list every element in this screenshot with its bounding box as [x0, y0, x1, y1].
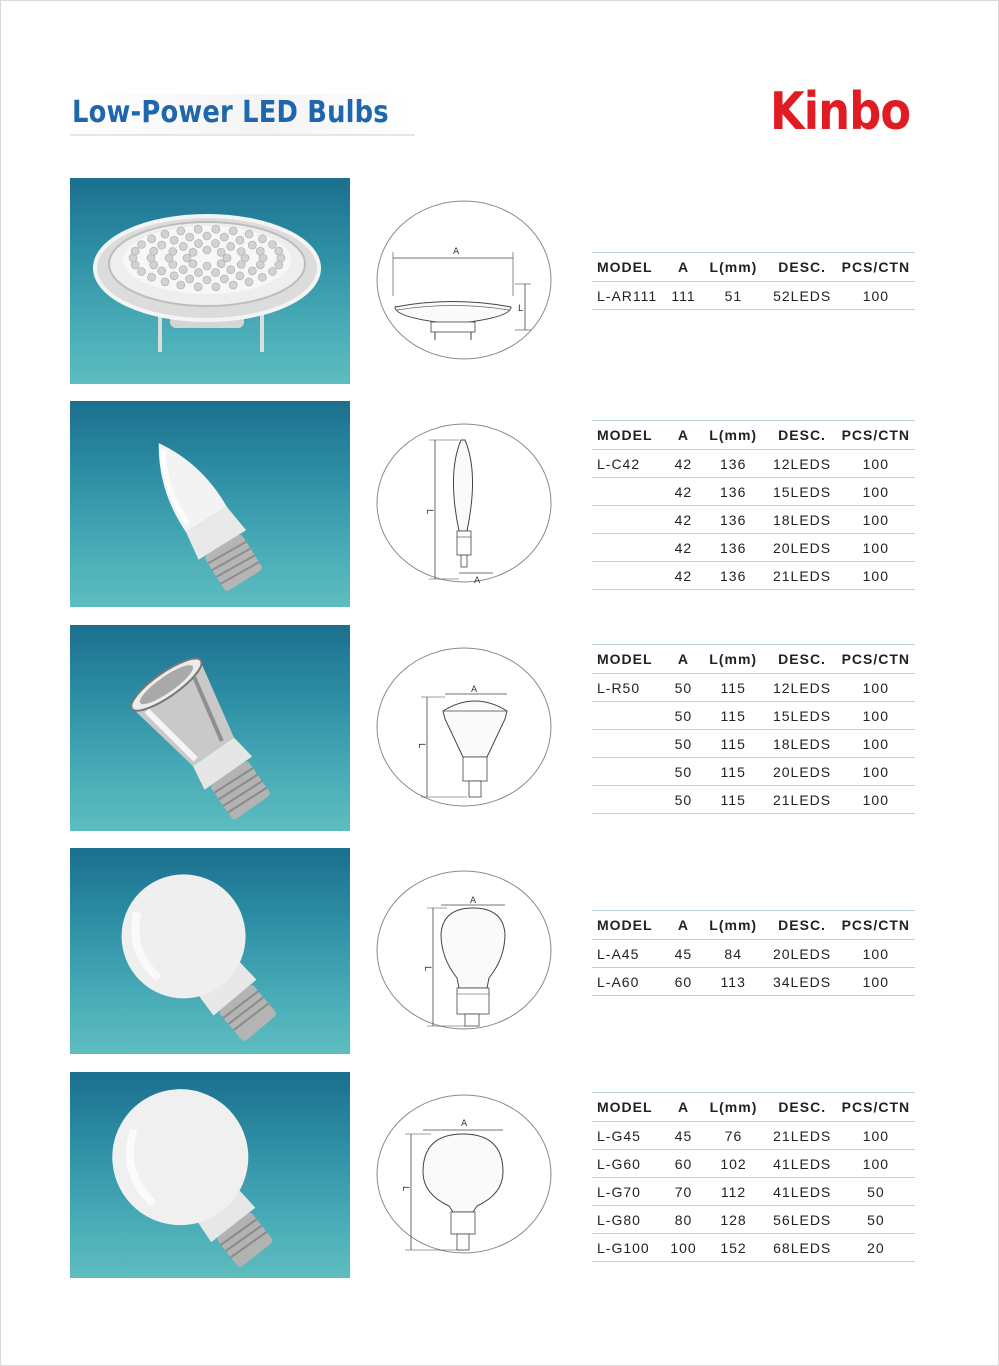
table-row — [592, 1234, 915, 1262]
cell-desc: 12LEDS — [767, 674, 836, 702]
cell-model: L-R50 — [592, 674, 668, 702]
table-row — [592, 940, 915, 968]
table-row — [592, 1122, 915, 1150]
cell-length: 136 — [699, 534, 768, 562]
column-header-model: MODEL — [592, 253, 668, 282]
cell-desc: 20LEDS — [767, 534, 836, 562]
cell-length: 115 — [699, 730, 768, 758]
cell-desc: 21LEDS — [767, 562, 836, 590]
table-row — [592, 1178, 915, 1206]
column-header-length: L(mm) — [699, 911, 768, 940]
table-row — [592, 478, 915, 506]
table-row — [592, 1206, 915, 1234]
cell-a: 60 — [668, 1150, 700, 1178]
cell-a: 70 — [668, 1178, 700, 1206]
cell-pcs: 100 — [837, 1150, 915, 1178]
dimension-diagram-a-type — [375, 870, 553, 1032]
table-row — [592, 562, 915, 590]
product-photo-r50 — [70, 625, 350, 831]
cell-a: 80 — [668, 1206, 700, 1234]
cell-model: L-A45 — [592, 940, 668, 968]
table-row — [592, 506, 915, 534]
cell-a: 50 — [668, 758, 699, 786]
cell-desc: 68LEDS — [768, 1234, 837, 1262]
cell-model: L-G100 — [592, 1234, 668, 1262]
page-title — [70, 94, 415, 136]
dimension-label-l: L — [416, 743, 426, 749]
cell-a: 42 — [668, 562, 699, 590]
cell-model: L-G45 — [592, 1122, 668, 1150]
cell-desc: 41LEDS — [768, 1150, 837, 1178]
cell-pcs: 100 — [837, 758, 915, 786]
table-row — [592, 702, 915, 730]
cell-pcs: 100 — [837, 786, 915, 814]
cell-a: 50 — [668, 730, 699, 758]
table-row — [592, 758, 915, 786]
cell-a: 42 — [668, 450, 699, 478]
cell-length: 136 — [699, 450, 768, 478]
column-header-desc: DESC. — [768, 253, 837, 282]
cell-pcs: 100 — [837, 674, 915, 702]
cell-desc: 15LEDS — [767, 478, 836, 506]
product-photo-ar111 — [70, 178, 350, 384]
cell-pcs: 100 — [837, 506, 915, 534]
spec-table-c42 — [592, 420, 915, 590]
table-row — [592, 674, 915, 702]
cell-a: 45 — [668, 940, 699, 968]
cell-pcs: 100 — [837, 282, 915, 310]
table-row — [592, 786, 915, 814]
brand-logo: Kinbo — [770, 82, 911, 142]
dimension-label-a: A — [474, 576, 481, 585]
cell-model — [592, 702, 668, 730]
column-header-length: L(mm) — [699, 421, 768, 450]
cell-pcs: 100 — [837, 562, 915, 590]
spec-table-r50 — [592, 644, 915, 814]
cell-model — [592, 478, 668, 506]
product-row-r50 — [0, 625, 999, 831]
dimension-diagram-r50 — [375, 647, 553, 809]
table-row — [592, 282, 915, 310]
column-header-model: MODEL — [592, 645, 668, 674]
cell-model — [592, 562, 668, 590]
column-header-length: L(mm) — [699, 1093, 767, 1122]
product-photo-globe — [70, 1072, 350, 1278]
cell-a: 100 — [668, 1234, 700, 1262]
cell-model: L-C42 — [592, 450, 668, 478]
product-row-globe — [0, 1072, 999, 1278]
dimension-label-a: A — [461, 1119, 468, 1129]
column-header-pcs: PCS/CTN — [837, 911, 915, 940]
cell-a: 42 — [668, 478, 699, 506]
cell-a: 42 — [668, 506, 699, 534]
cell-pcs: 100 — [837, 478, 915, 506]
cell-model — [592, 758, 668, 786]
column-header-desc: DESC. — [767, 645, 836, 674]
column-header-a: A — [668, 253, 699, 282]
column-header-pcs: PCS/CTN — [837, 1093, 915, 1122]
dimension-label-a: A — [470, 896, 477, 906]
column-header-pcs: PCS/CTN — [837, 253, 915, 282]
spec-table-globe — [592, 1092, 915, 1262]
cell-length: 115 — [699, 674, 768, 702]
spec-table-ar111 — [592, 252, 915, 310]
dimension-label-a: A — [471, 685, 478, 695]
cell-model: L-G80 — [592, 1206, 668, 1234]
cell-desc: 12LEDS — [767, 450, 836, 478]
table-row — [592, 730, 915, 758]
cell-pcs: 100 — [837, 702, 915, 730]
cell-desc: 52LEDS — [768, 282, 837, 310]
cell-desc: 41LEDS — [768, 1178, 837, 1206]
cell-desc: 21LEDS — [767, 786, 836, 814]
table-row — [592, 1150, 915, 1178]
column-header-model: MODEL — [592, 1093, 668, 1122]
cell-desc: 21LEDS — [768, 1122, 837, 1150]
dimension-diagram-ar111 — [375, 200, 553, 362]
page-title-text: Low-Power LED Bulbs — [72, 95, 389, 130]
dimension-label-l: L — [400, 1186, 410, 1192]
product-row-a-type — [0, 848, 999, 1054]
dimension-diagram-globe — [375, 1094, 553, 1256]
product-photo-c42 — [70, 401, 350, 607]
cell-model — [592, 786, 668, 814]
cell-a: 45 — [668, 1122, 700, 1150]
spec-table-a-type — [592, 910, 915, 996]
column-header-pcs: PCS/CTN — [837, 421, 915, 450]
cell-length: 115 — [699, 786, 768, 814]
cell-length: 136 — [699, 506, 768, 534]
dimension-label-a: A — [453, 247, 460, 257]
column-header-desc: DESC. — [768, 1093, 837, 1122]
cell-pcs: 50 — [837, 1206, 915, 1234]
column-header-desc: DESC. — [767, 911, 836, 940]
cell-a: 50 — [668, 786, 699, 814]
cell-a: 111 — [668, 282, 699, 310]
column-header-a: A — [668, 645, 699, 674]
cell-length: 136 — [699, 478, 768, 506]
cell-model — [592, 506, 668, 534]
cell-model — [592, 730, 668, 758]
column-header-a: A — [668, 1093, 700, 1122]
cell-model — [592, 534, 668, 562]
cell-model: L-G60 — [592, 1150, 668, 1178]
cell-pcs: 100 — [837, 730, 915, 758]
cell-model: L-AR111 — [592, 282, 668, 310]
cell-length: 128 — [699, 1206, 767, 1234]
cell-pcs: 100 — [837, 534, 915, 562]
cell-model: L-G70 — [592, 1178, 668, 1206]
cell-length: 84 — [699, 940, 768, 968]
column-header-model: MODEL — [592, 911, 668, 940]
cell-desc: 56LEDS — [768, 1206, 837, 1234]
column-header-pcs: PCS/CTN — [837, 645, 915, 674]
cell-length: 76 — [699, 1122, 767, 1150]
cell-a: 60 — [668, 968, 699, 996]
cell-pcs: 100 — [837, 450, 915, 478]
product-row-c42 — [0, 401, 999, 607]
cell-desc: 20LEDS — [767, 940, 836, 968]
cell-length: 102 — [699, 1150, 767, 1178]
column-header-length: L(mm) — [699, 253, 767, 282]
cell-pcs: 50 — [837, 1178, 915, 1206]
cell-length: 152 — [699, 1234, 767, 1262]
dimension-label-l: L — [424, 509, 434, 515]
cell-desc: 34LEDS — [767, 968, 836, 996]
column-header-desc: DESC. — [767, 421, 836, 450]
cell-length: 112 — [699, 1178, 767, 1206]
cell-length: 136 — [699, 562, 768, 590]
table-row — [592, 450, 915, 478]
table-row — [592, 534, 915, 562]
column-header-a: A — [668, 911, 699, 940]
cell-pcs: 100 — [837, 940, 915, 968]
dimension-label-l: L — [422, 966, 432, 972]
cell-a: 42 — [668, 534, 699, 562]
product-photo-a-type — [70, 848, 350, 1054]
column-header-length: L(mm) — [699, 645, 768, 674]
cell-a: 50 — [668, 674, 699, 702]
cell-pcs: 20 — [837, 1234, 915, 1262]
cell-model: L-A60 — [592, 968, 668, 996]
product-row-ar111 — [0, 178, 999, 384]
cell-length: 51 — [699, 282, 767, 310]
cell-length: 113 — [699, 968, 768, 996]
dimension-label-l: L — [518, 304, 524, 314]
cell-a: 50 — [668, 702, 699, 730]
column-header-model: MODEL — [592, 421, 668, 450]
cell-desc: 18LEDS — [767, 730, 836, 758]
column-header-a: A — [668, 421, 699, 450]
cell-desc: 18LEDS — [767, 506, 836, 534]
cell-pcs: 100 — [837, 1122, 915, 1150]
cell-length: 115 — [699, 758, 768, 786]
cell-desc: 20LEDS — [767, 758, 836, 786]
cell-pcs: 100 — [837, 968, 915, 996]
cell-desc: 15LEDS — [767, 702, 836, 730]
dimension-diagram-c42 — [375, 423, 553, 585]
cell-length: 115 — [699, 702, 768, 730]
table-row — [592, 968, 915, 996]
